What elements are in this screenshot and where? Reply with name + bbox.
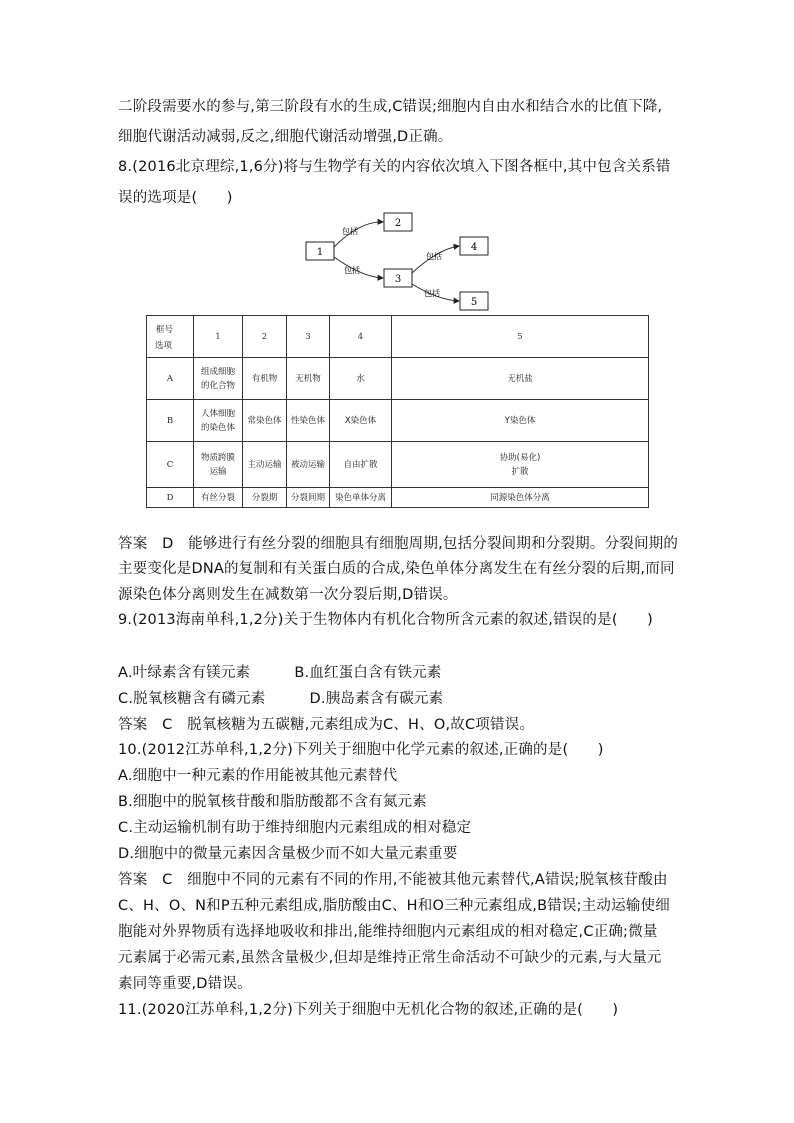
box-5-label: 5: [470, 297, 478, 308]
question-10-answer: 答案 C 细胞中不同的元素有不同的作用,不能被其他元素替代,A错误;脱氧核苷酸由: [118, 872, 668, 888]
table-cell: 分裂期: [243, 488, 287, 508]
option-letter: C: [147, 442, 194, 488]
table-header-cell: 1: [194, 316, 243, 358]
option-letter: D: [147, 488, 194, 508]
question-9-options: A.叶绿素含有镁元素 B.血红蛋白含有铁元素: [118, 665, 442, 681]
table-row: [147, 358, 649, 400]
box-4-label: 4: [470, 242, 478, 253]
question-10-answer-cont: C、H、O、N和P五种元素组成,脂肪酸由C、H和O三种元素组成,B错误;主动运输使细: [118, 898, 670, 914]
question-9-options: C.脱氧核糖含有磷元素 D.胰岛素含有碳元素: [118, 691, 444, 707]
option-letter: A: [147, 358, 194, 400]
question-10-option-b: B.细胞中的脱氧核苷酸和脂肪酸都不含有氮元素: [118, 794, 427, 810]
table-cell: 被动运输: [287, 442, 330, 488]
edge-label-1-2: 包括: [342, 227, 358, 236]
question-8-stem-cont: 误的选项是( ): [118, 190, 233, 206]
table-cell: [392, 358, 649, 400]
question-11-stem: 11.(2020江苏单科,1,2分)下列关于细胞中无机化合物的叙述,正确的是( ): [118, 1002, 619, 1018]
table-cell: 自由扩散: [330, 442, 392, 488]
cell-text: 运输: [209, 466, 227, 477]
edge-label-1-3: 包括: [344, 266, 360, 275]
corner-top-label: 框号: [155, 324, 173, 335]
edge-label-3-4: 包括: [426, 252, 442, 261]
table-cell: 有丝分裂: [194, 488, 243, 508]
question-8-answer-cont: 主要变化是DNA的复制和有关蛋白质的合成,染色单体分离发生在有丝分裂的后期,而同: [118, 561, 675, 577]
question-10-option-c: C.主动运输机制有助于维持细胞内元素组成的相对稳定: [118, 820, 472, 836]
question-10-option-d: D.细胞中的微量元素因含量极少而不如大量元素重要: [118, 846, 458, 862]
table-cell: 水: [330, 358, 392, 400]
table-cell: 有机物: [243, 358, 287, 400]
table-cell: 性染色体: [287, 400, 330, 442]
question-10-answer-cont: 素同等重要,D错误。: [118, 976, 252, 992]
table-cell: [194, 400, 243, 442]
table-row: [147, 488, 649, 508]
options-table: [146, 315, 649, 508]
cell-text: 的化合物: [200, 380, 235, 391]
question-8-answer-cont: 源染色体分离则发生在减数第一次分裂后期,D错误。: [118, 587, 458, 603]
table-cell: [392, 400, 649, 442]
table-row: [147, 442, 649, 488]
cell-text: 的染色体: [200, 422, 235, 433]
table-cell: 主动运输: [243, 442, 287, 488]
box-1-label: 1: [316, 247, 324, 258]
question-10-answer-cont: 胞能对外界物质有选择地吸收和排出,能维持细胞内元素组成的相对稳定,C正确;微量: [118, 924, 658, 940]
table-cell: [194, 442, 243, 488]
table-cell: [194, 358, 243, 400]
cell-text: 人体细胞: [200, 408, 235, 419]
table-cell: [392, 442, 649, 488]
table-cell: 同源染色体分离: [392, 488, 649, 508]
table-cell: X染色体: [330, 400, 392, 442]
table-header-row: [147, 316, 649, 358]
table-header-cell: 2: [243, 316, 287, 358]
box-2-label: 2: [394, 218, 402, 229]
cell-text: 物质跨膜: [200, 452, 235, 463]
table-header-cell: 5: [392, 316, 649, 358]
question-9-stem: 9.(2013海南单科,1,2分)关于生物体内有机化合物所含元素的叙述,错误的是( ): [118, 612, 653, 628]
question-8-answer: 答案 D 能够进行有丝分裂的细胞具有细胞周期,包括分裂间期和分裂期。分裂间期的: [118, 536, 679, 552]
text-line: 二阶段需要水的参与,第三阶段有水的生成,C错误;细胞内自由水和结合水的比值下降,: [118, 99, 663, 115]
cell-text: 扩散: [511, 466, 529, 477]
question-10-stem: 10.(2012江苏单科,1,2分)下列关于细胞中化学元素的叙述,正确的是( ): [118, 742, 604, 758]
question-9-answer: 答案 C 脱氧核糖为五碳糖,元素组成为C、H、O,故C项错误。: [118, 717, 535, 733]
cell-text: Y染色体: [504, 415, 536, 426]
table-header-cell: 4: [330, 316, 392, 358]
option-letter: B: [147, 400, 194, 442]
cell-text: 组成细胞: [200, 366, 235, 377]
corner-bottom-label: 选项: [155, 340, 173, 351]
box-3-label: 3: [394, 274, 402, 285]
table-corner-cell: [147, 316, 194, 358]
question-8-stem: 8.(2016北京理综,1,6分)将与生物学有关的内容依次填入下图各框中,其中包含关系错: [118, 159, 671, 175]
table-cell: 染色单体分离: [330, 488, 392, 508]
table-row: [147, 400, 649, 442]
edge-label-3-5: 包括: [424, 289, 440, 298]
table-cell: 常染色体: [243, 400, 287, 442]
cell-text: 无机盐: [507, 373, 533, 384]
cell-text: 协助(易化): [499, 452, 541, 463]
question-10-option-a: A.细胞中一种元素的作用能被其他元素替代: [118, 768, 398, 784]
table-cell: 分裂间期: [287, 488, 330, 508]
question-10-answer-cont: 元素属于必需元素,虽然含量极少,但却是维持正常生命活动不可缺少的元素,与大量元: [118, 950, 662, 966]
table-header-cell: 3: [287, 316, 330, 358]
text-line: 细胞代谢活动减弱,反之,细胞代谢活动增强,D正确。: [118, 129, 453, 145]
inclusion-diagram-svg: [300, 207, 500, 315]
inclusion-diagram: [300, 207, 500, 315]
table-cell: 无机物: [287, 358, 330, 400]
